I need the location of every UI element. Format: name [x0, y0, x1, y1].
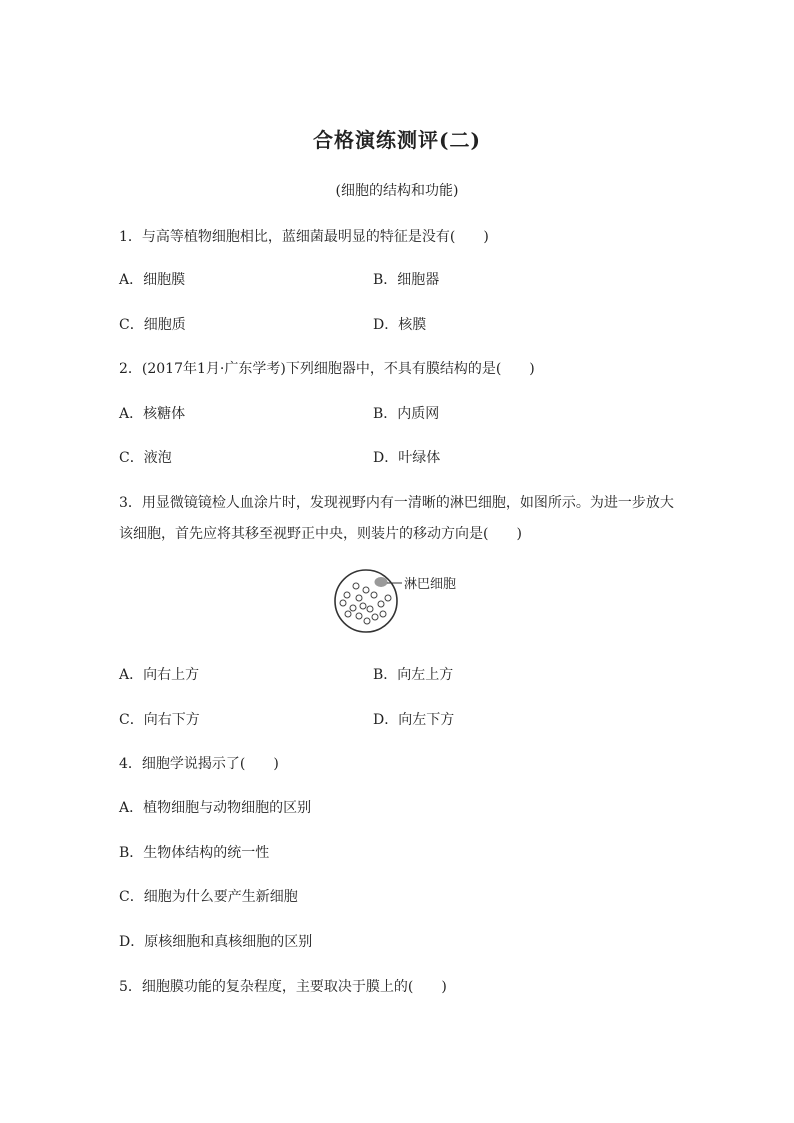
question-1-option-d: D．核膜 [373, 317, 427, 333]
question-2-option-a: A．核糖体 [119, 406, 186, 422]
question-4-stem: 4．细胞学说揭示了( ) [119, 756, 279, 772]
microscope-field-diagram [330, 568, 490, 640]
question-3-stem-line-2: 该细胞，首先应将其移至视野正中央，则装片的移动方向是( ) [119, 526, 522, 542]
question-2-stem: 2．(2017年1月·广东学考)下列细胞器中，不具有膜结构的是( ) [119, 361, 535, 377]
question-3-option-d: D．向左下方 [373, 712, 455, 728]
question-5-stem: 5．细胞膜功能的复杂程度，主要取决于膜上的( ) [119, 979, 447, 995]
question-2-option-c: C．液泡 [119, 450, 172, 466]
page-subtitle: (细胞的结构和功能) [335, 183, 459, 199]
question-4-option-a: A．植物细胞与动物细胞的区别 [119, 800, 312, 816]
microscope-field-figure [330, 568, 490, 640]
question-3-option-a: A．向右上方 [119, 667, 200, 683]
question-2-option-d: D．叶绿体 [373, 450, 441, 466]
lymphocyte-label: 淋巴细胞 [404, 577, 457, 592]
question-1-option-c: C．细胞质 [119, 317, 186, 333]
question-2-option-b: B．内质网 [373, 406, 440, 422]
page-title: 合格演练测评(二) [313, 128, 481, 152]
question-3-option-c: C．向右下方 [119, 712, 200, 728]
question-3-stem-line-1: 3．用显微镜镜检人血涂片时，发现视野内有一清晰的淋巴细胞，如图所示。为进一步放大 [119, 495, 674, 511]
question-1-option-a: A．细胞膜 [119, 272, 186, 288]
question-1-stem: 1．与高等植物细胞相比，蓝细菌最明显的特征是没有( ) [119, 229, 489, 245]
question-1-option-b: B．细胞器 [373, 272, 440, 288]
lymphocyte-cell [375, 577, 388, 587]
question-4-option-b: B．生物体结构的统一性 [119, 845, 270, 861]
question-4-option-d: D．原核细胞和真核细胞的区别 [119, 934, 313, 950]
question-3-option-b: B．向左上方 [373, 667, 454, 683]
question-4-option-c: C．细胞为什么要产生新细胞 [119, 889, 298, 905]
blood-cells [340, 583, 391, 624]
